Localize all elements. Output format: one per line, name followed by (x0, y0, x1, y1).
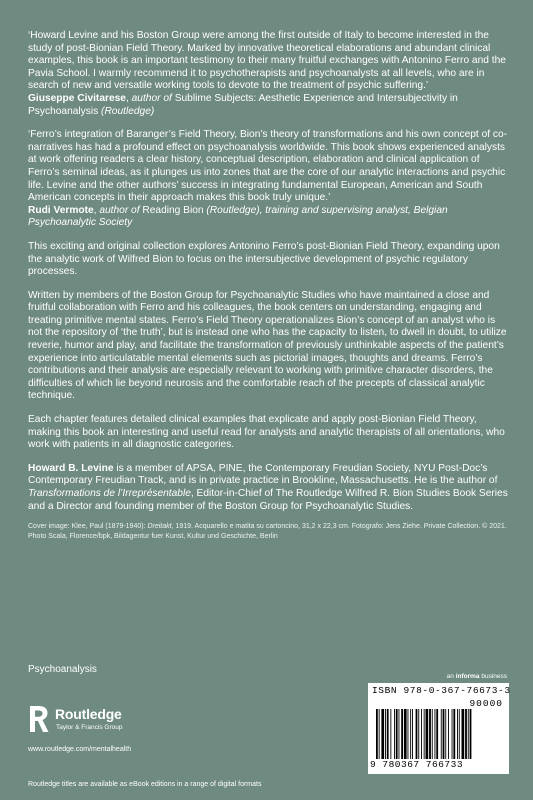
barcode-bar (387, 709, 389, 759)
praise-quote-2 (28, 129, 508, 230)
barcode-bar (421, 709, 422, 759)
category-label: Psychoanalysis (28, 664, 97, 675)
barcode-bar (436, 709, 438, 759)
barcode-bar (426, 709, 429, 759)
quote-attribution: Giuseppe Civitarese, author of Sublime Subjects: Aesthetic Experience and Intersubjectivity in Psychoanalysis (Routledge) (28, 92, 458, 117)
barcode-bar (424, 709, 425, 759)
barcode-bar (385, 709, 386, 759)
barcode-bar (453, 709, 455, 759)
isbn-digits: 9 780367 766733 (370, 759, 464, 770)
barcode-bar (401, 709, 403, 759)
barcode-bar (435, 709, 436, 759)
barcode-bars (376, 709, 502, 759)
price-code: 90000 (469, 698, 503, 709)
barcode-bar (445, 709, 446, 759)
barcode-bar (396, 709, 398, 759)
endorser-name: Giuseppe Civitarese (28, 92, 126, 104)
quote-text: ‘Ferro’s integration of Baranger’s Field Theory, Bion’s theory of transformations and his own concept of co-narratives has had a profound effect on psychoanalysis worldwide. This book shows experienced analysts at work offering readers a clear history, conceptual description, elaboration and clinical application of Ferro’s seminal ideas, as it plunges us into zones that are the core of our analytic interactions and psychic life. Levine and the other authors’ success in integrating fundamental European, American and South American concepts in their approach makes this book truly unique.’ (28, 129, 508, 204)
author-name: Howard B. Levine (28, 462, 114, 474)
description-paragraph-1: This exciting and original collection explores Antonino Ferro’s post-Bionian Field Theory, expanding upon the analytic work of Wilfred Bion to focus on the intersubjective development of psychic regulatory processes. (28, 240, 500, 278)
routledge-logo (28, 704, 228, 740)
barcode-bar (408, 709, 409, 759)
barcode-bar (394, 709, 395, 759)
endorser-name: Rudi Vermote (28, 204, 94, 216)
barcode-bar (462, 709, 465, 759)
informa-business-label: an informa business (446, 673, 507, 680)
barcode-bar (416, 709, 418, 759)
publisher-group: Taylor & Francis Group (56, 724, 123, 731)
barcode-bar (381, 709, 384, 759)
back-cover-text (28, 30, 508, 541)
barcode-bar (441, 709, 442, 759)
description-paragraph-3: Each chapter features detailed clinical examples that explicate and apply post-Bionian Field Theory, making this book an interesting and useful read for analysts and analytic therapists of all orientations, who work with patients in all diagnostic categories. (28, 414, 505, 451)
ebook-formats-note: Routledge titles are available as eBook editions in a range of digital formats (28, 781, 262, 788)
barcode-bar (410, 709, 411, 759)
barcode-bar (404, 709, 407, 759)
barcode-bar (465, 709, 467, 759)
barcode-bar (390, 709, 391, 759)
isbn-barcode (368, 683, 509, 774)
praise-quote-1 (28, 30, 508, 118)
author-bio: Howard B. Levine is a member of APSA, PINE, the Contemporary Freudian Society, NYU Post-Doc’s Contemporary Freudian Track, and is in private practice in Brookline, Massachusetts. He is the author of Transformations de l’Irreprésentable, Editor-in-Chief of The Routledge Wilfred R. Bion Studies Book Series and a Director and founding member of the Boston Group for Psychoanalytic Studies. (28, 462, 508, 512)
barcode-bar (399, 709, 400, 759)
publisher-name: Routledge (55, 706, 122, 722)
description-paragraph-2: Written by members of the Boston Group for Psychoanalytic Studies who have maintained a close and fruitful collaboration with Ferro and his colleagues, the book centers on understanding, engaging and treating primitive mental states. Ferro’s Field Theory operationalizes Bion’s concept of an analyst who is not the repository of ‘the truth’, but is instead one who has the capacity to listen, to dwell in doubt, to utilize reverie, humor and play, and facilitate the transformation of previously unthinkable aspects of the patient’s experience into articulatable mental elements such as pictorial images, thoughts and dreams. Ferro’s contributions and their analysis are especially relevant to working with primitive character disorders, the difficulties of which lie beyond neurosis and the comfortable reach of the precepts of classical analytic technique. (28, 289, 507, 402)
barcode-bar (468, 709, 469, 759)
barcode-bar (376, 709, 378, 759)
barcode-bar (459, 709, 460, 759)
cover-image-credit: Cover image: Klee, Paul (1879-1940): Dreitakt, 1919. Acquarello e matita su cartoncino, 31,2 x 22,3 cm. Fotografo: Jens Ziehe. Private Collection. © 2021. Photo Scala, Florence/bpk, Bildagentur fuer Kunst, Kultur und Geschichte, Berlin (28, 523, 507, 540)
isbn-label: ISBN 978-0-367-76673-3 (372, 685, 511, 696)
routledge-logo-icon (28, 704, 50, 734)
barcode-bar (432, 709, 433, 759)
quote-attribution: Rudi Vermote, author of Reading Bion (Routledge), training and supervising analyst, Belgian Psychoanalytic Society (28, 204, 448, 229)
barcode-bar (448, 709, 449, 759)
quote-text: ‘Howard Levine and his Boston Group were among the first outside of Italy to become interested in the study of post-Bionian Field Theory. Marked by innovative theoretical elaborations and abundant clinical examples, this book is an important testimony to their many fruitful exchanges with Antonino Ferro and the Pavia School. I warmly recommend it to psychotherapists and psychoanalysts at all levels, who are in search of new and versatile working tools to devote to the treatment of psychic suffering.’ (28, 30, 506, 92)
barcode-bar (452, 709, 453, 759)
barcode-bar (412, 709, 413, 759)
barcode-bar (457, 709, 458, 759)
barcode-bar (418, 709, 419, 759)
barcode-bar (470, 709, 472, 759)
barcode-bar (443, 709, 445, 759)
publisher-url[interactable]: www.routledge.com/mentalhealth (28, 746, 132, 753)
barcode-bar (429, 709, 431, 759)
barcode-bar (379, 709, 380, 759)
